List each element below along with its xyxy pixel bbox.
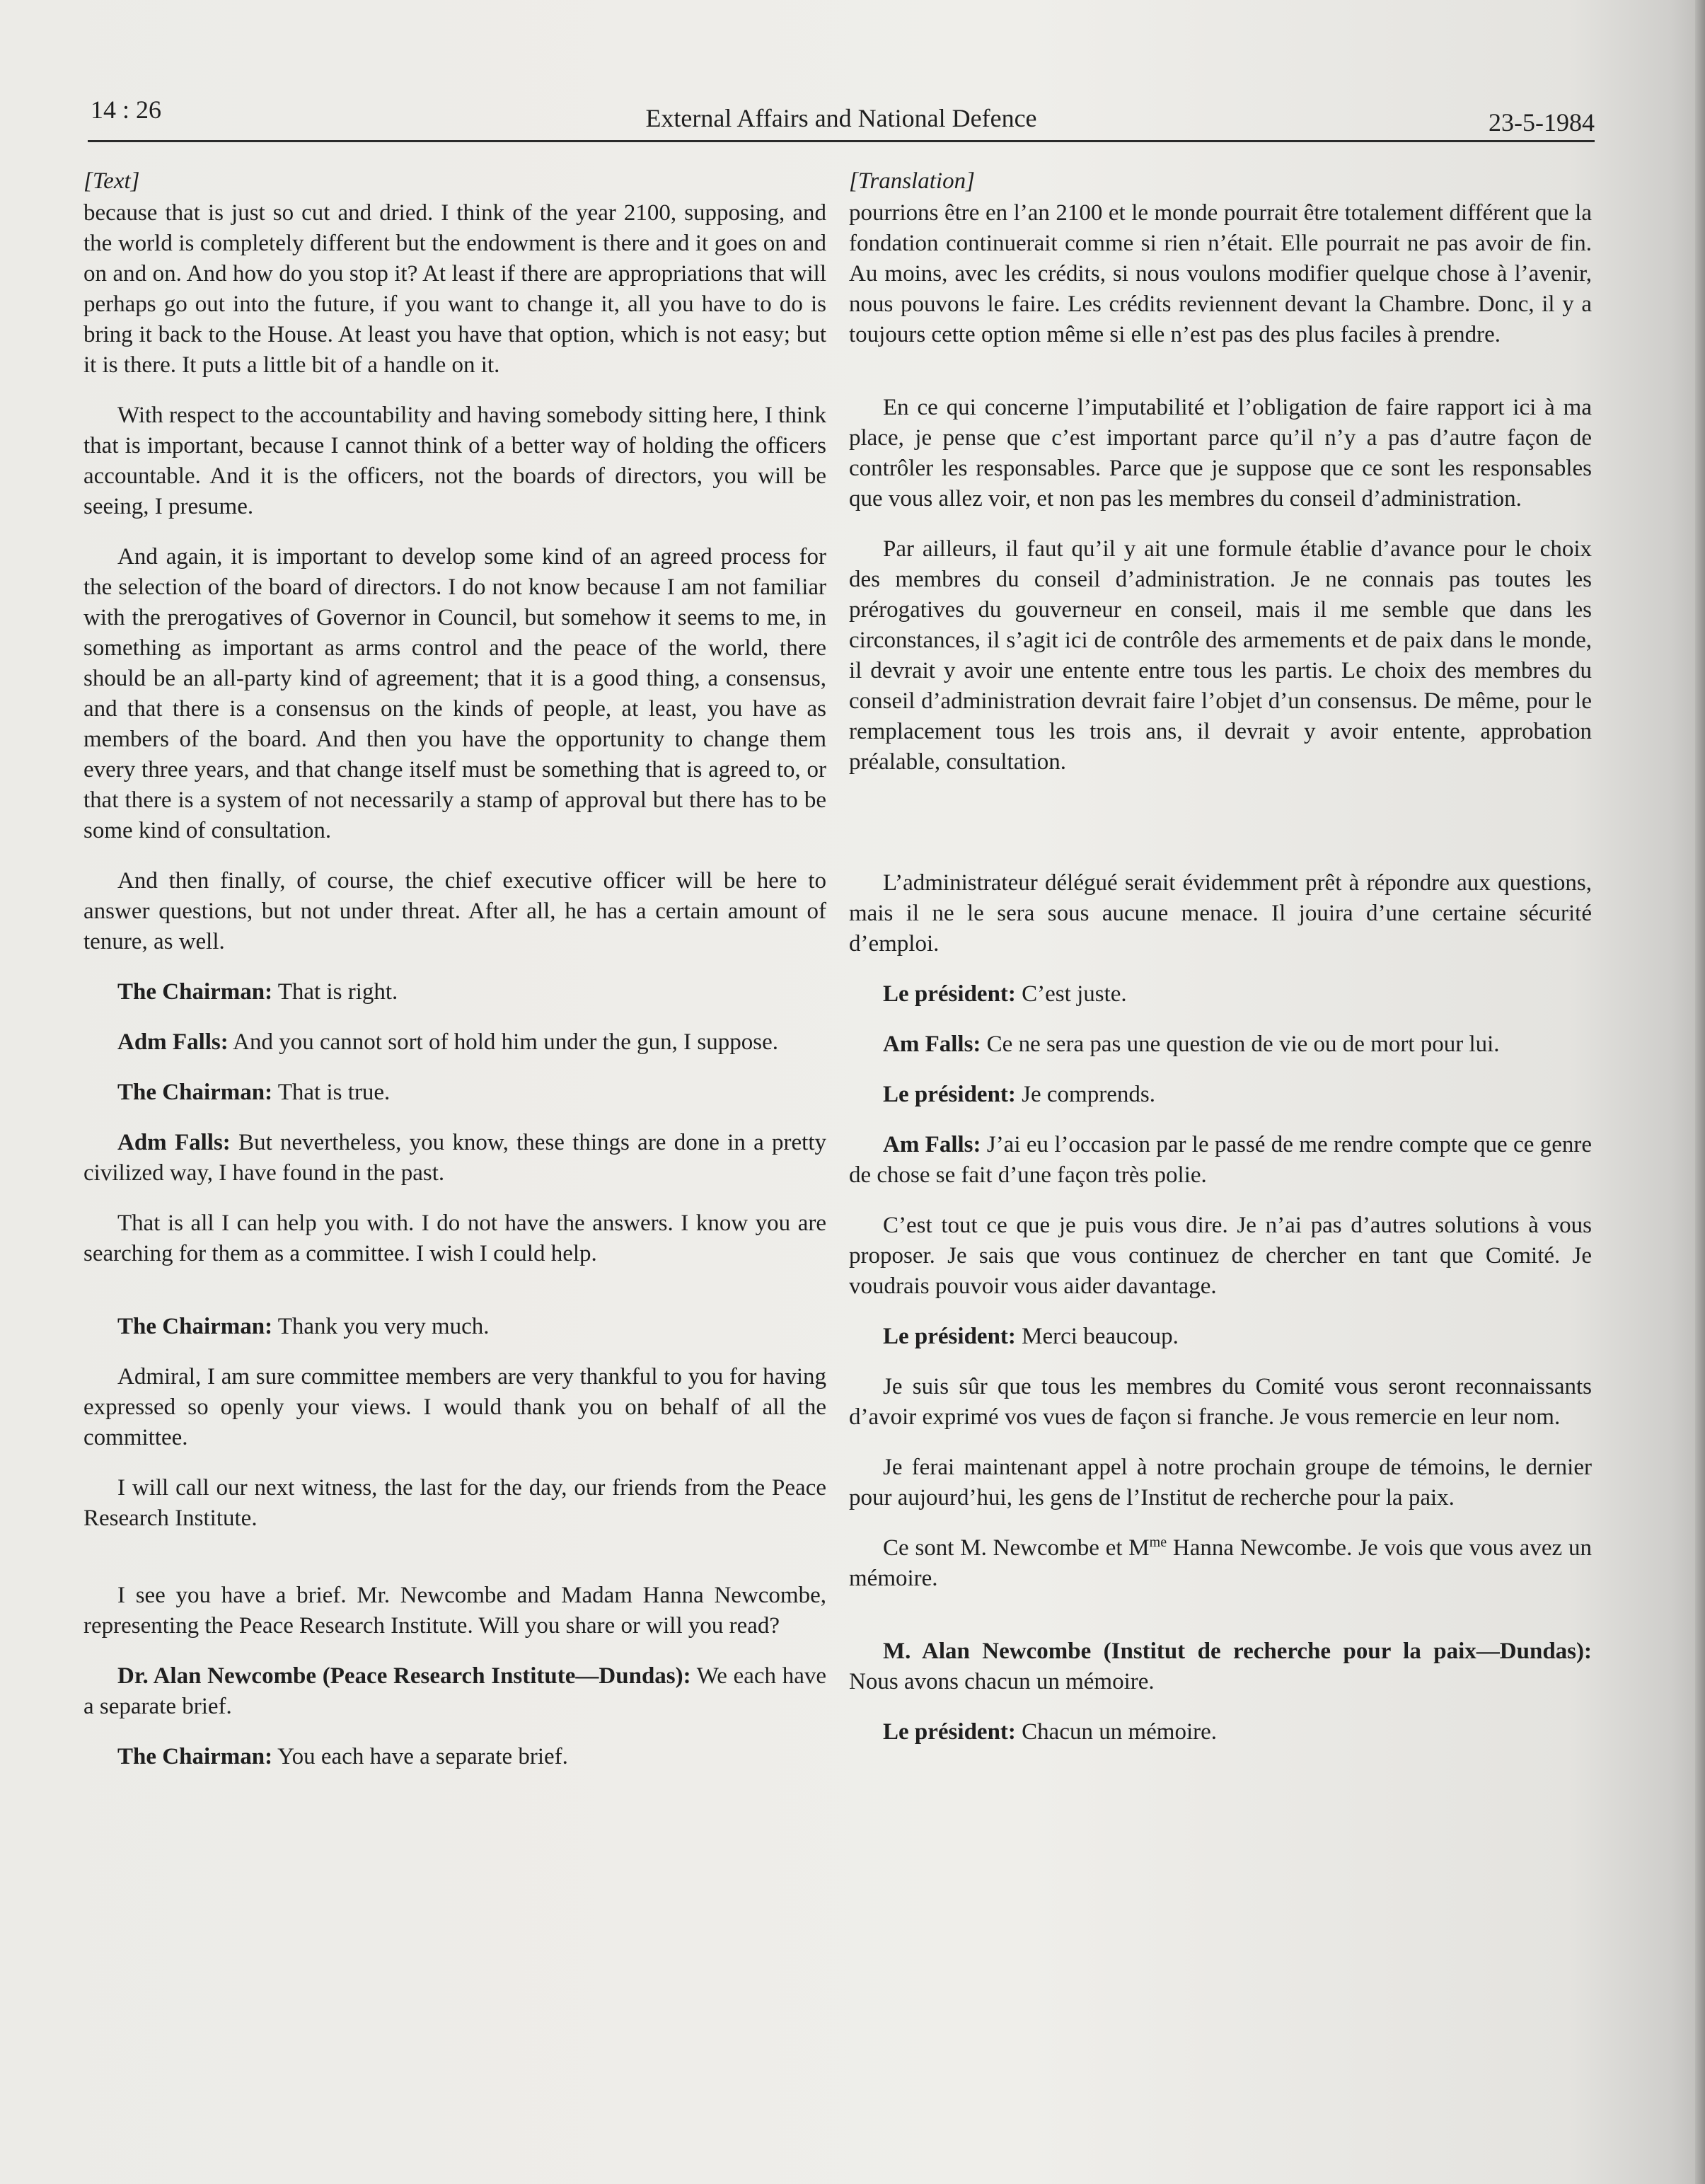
page-title: External Affairs and National Defence <box>645 104 1037 132</box>
speech <box>83 1077 826 1108</box>
paragraph: I see you have a brief. Mr. Newcombe and Madam Hanna Newcombe, representing the Peace Research Institute. Will you share or will you read? <box>83 1583 826 1639</box>
speech-text: C’est juste. <box>1015 981 1127 1007</box>
speech <box>849 1717 1592 1747</box>
french-column <box>849 166 1592 1767</box>
speech <box>83 1742 826 1772</box>
paragraph: L’administrateur délégué serait évidemment prêt à répondre aux questions, mais il ne le sera sous aucune menace. Il jouira d’une certaine sécurité d’emploi. <box>849 870 1592 957</box>
speech-text: But nevertheless, you know, these things are done in a pretty civilized way, I have found in the past. <box>83 1130 827 1186</box>
page-edge-shadow <box>1695 0 1705 2184</box>
page-header <box>88 95 1595 142</box>
page-number: 14 : 26 <box>91 96 162 124</box>
speech-text: Je comprends. <box>1015 1082 1155 1107</box>
speaker: The Chairman: <box>117 1314 273 1339</box>
paragraph: With respect to the accountability and having somebody sitting here, I think that is important, because I cannot think of a better way of holding the officers accountable. And it is the officers, not the boards of directors, you will be seeing, I presume. <box>83 403 826 519</box>
speaker: Le président: <box>883 1719 1016 1745</box>
speech-text: J’ai eu l’occasion par le passé de me rendre compte que ce genre de chose se fait d’une façon très polie. <box>849 1132 1592 1188</box>
paragraph: That is all I can help you with. I do not have the answers. I know you are searching for them as a committee. I wish I could help. <box>83 1211 826 1266</box>
speech-text: And you cannot sort of hold him under the gun, I suppose. <box>228 1029 778 1055</box>
paragraph: pourrions être en l’an 2100 et le monde pourrait être totalement différent que la fondation continuerait comme si rien n’était. Elle pourrait ne pas avoir de fin. Au moins, avec les crédits, si nous voulons modifier quelque chose à l’avenir, nous pouvons le faire. Les crédits reviennent devant la Chambre. Donc, il y a toujours cette option même si elle n’est pas des plus faciles à prendre. <box>849 200 1592 347</box>
speech <box>83 1027 826 1058</box>
speech <box>849 1080 1592 1110</box>
speech-text: Nous avons chacun un mémoire. <box>849 1669 1155 1694</box>
paragraph: And then finally, of course, the chief executive officer will be here to answer questions, but not under threat. After all, he has a certain amount of tenure, as well. <box>83 868 826 954</box>
paragraph <box>849 1533 1592 1594</box>
speech-text: That is true. <box>272 1080 391 1105</box>
speech-text: Ce ne sera pas une question de vie ou de mort pour lui. <box>981 1032 1500 1057</box>
speaker: The Chairman: <box>117 1080 273 1105</box>
speech <box>849 1130 1592 1191</box>
speaker: Dr. Alan Newcombe (Peace Research Institute—Dundas): <box>117 1663 691 1689</box>
english-column <box>83 166 826 1792</box>
paragraph: because that is just so cut and dried. I think of the year 2100, supposing, and the world is completely different but the endowment is there and it goes on and on and on. And how do you stop it? At least if there are appropriations that will perhaps go out into the future, if you want to change it, all you have to do is bring it back to the House. At least you have that option, which is not easy; but it is there. It puts a little bit of a handle on it. <box>83 200 826 378</box>
speaker: Adm Falls: <box>117 1029 229 1055</box>
speaker: Le président: <box>883 981 1016 1007</box>
text-part: Hanna Newcombe. Je vois que vous avez un mémoire. <box>849 1535 1592 1591</box>
paragraph: And again, it is important to develop some kind of an agreed process for the selection of the board of directors. I do not know because I am not familiar with the prerogatives of Governor in Council, but somehow it seems to me, in something as important as arms control and the peace of the world, there should be an all-party kind of agreement; that it is a good thing, a consensus, and that there is a consensus on the kinds of people, at least, you have as members of the board. And then you have the opportunity to change them every three years, and that change itself must be something that is agreed to, or that there is a system of not necessarily a stamp of approval but there has to be some kind of consultation. <box>83 544 826 843</box>
paragraph: C’est tout ce que je puis vous dire. Je n’ai pas d’autres solutions à vous proposer. Je sais que vous continuez de chercher en tant que Comité. Je voudrais pouvoir vous aider davantage. <box>849 1213 1592 1299</box>
speech-text: That is right. <box>272 979 398 1005</box>
speech-text: You each have a separate brief. <box>272 1744 568 1769</box>
speaker: Am Falls: <box>883 1032 981 1057</box>
speech-text: Thank you very much. <box>272 1314 490 1339</box>
paragraph: En ce qui concerne l’imputabilité et l’obligation de faire rapport ici à ma place, je pense que c’est important parce qu’il n’y a pas d’autre façon de contrôler les responsables. Parce que je suppose que ce sont les responsables que vous allez voir, et non pas les membres du conseil d’administration. <box>849 395 1592 512</box>
speaker: Am Falls: <box>883 1132 981 1157</box>
speech-text: Chacun un mémoire. <box>1015 1719 1217 1745</box>
speech <box>83 1128 826 1189</box>
paragraph: Admiral, I am sure committee members are very thankful to you for having expressed so openly your views. I would thank you on behalf of all the committee. <box>83 1364 826 1450</box>
speaker: Le président: <box>883 1324 1016 1349</box>
speaker: The Chairman: <box>117 979 273 1005</box>
speech-text: Merci beaucoup. <box>1015 1324 1179 1349</box>
paragraph: Par ailleurs, il faut qu’il y ait une formule établie d’avance pour le choix des membres du conseil d’administration. Je ne connais pas toutes les prérogatives du gouverneur en conseil, mais il me semble que dans les circonstances, il s’agit ici de contrôle des armements et de paix dans le monde, il devrait y avoir une entente entre tous les partis. Le choix des membres du conseil d’administration devrait faire l’objet d’un consensus. De même, pour le remplacement tous les trois ans, il devrait y avoir entente, approbation préalable, consultation. <box>849 536 1592 775</box>
translation-tag: [Translation] <box>849 168 975 194</box>
speech <box>849 979 1592 1010</box>
speech <box>83 1661 826 1722</box>
speaker: The Chairman: <box>117 1744 273 1769</box>
speech <box>83 977 826 1007</box>
speaker: M. Alan Newcombe (Institut de recherche pour la paix—Dundas): <box>883 1639 1592 1664</box>
speaker: Le président: <box>883 1082 1016 1107</box>
text-tag: [Text] <box>83 168 140 194</box>
speech <box>83 1312 826 1342</box>
page-date: 23-5-1984 <box>1489 108 1595 137</box>
speaker: Adm Falls: <box>117 1130 231 1155</box>
speech <box>849 1322 1592 1352</box>
speech-text: We each have a separate brief. <box>83 1663 827 1719</box>
paragraph: Je ferai maintenant appel à notre prochain groupe de témoins, le dernier pour aujourd’hui, les gens de l’Institut de recherche pour la paix. <box>849 1455 1592 1510</box>
text-part: Ce sont M. Newcombe et M <box>883 1535 1150 1561</box>
paragraph: I will call our next witness, the last for the day, our friends from the Peace Research Institute. <box>83 1475 826 1531</box>
superscript: me <box>1149 1535 1167 1550</box>
paragraph: Je suis sûr que tous les membres du Comité vous seront reconnaissants d’avoir exprimé vos vues de façon si franche. Je vous remercie en leur nom. <box>849 1374 1592 1430</box>
speech <box>849 1029 1592 1060</box>
speech <box>849 1636 1592 1697</box>
